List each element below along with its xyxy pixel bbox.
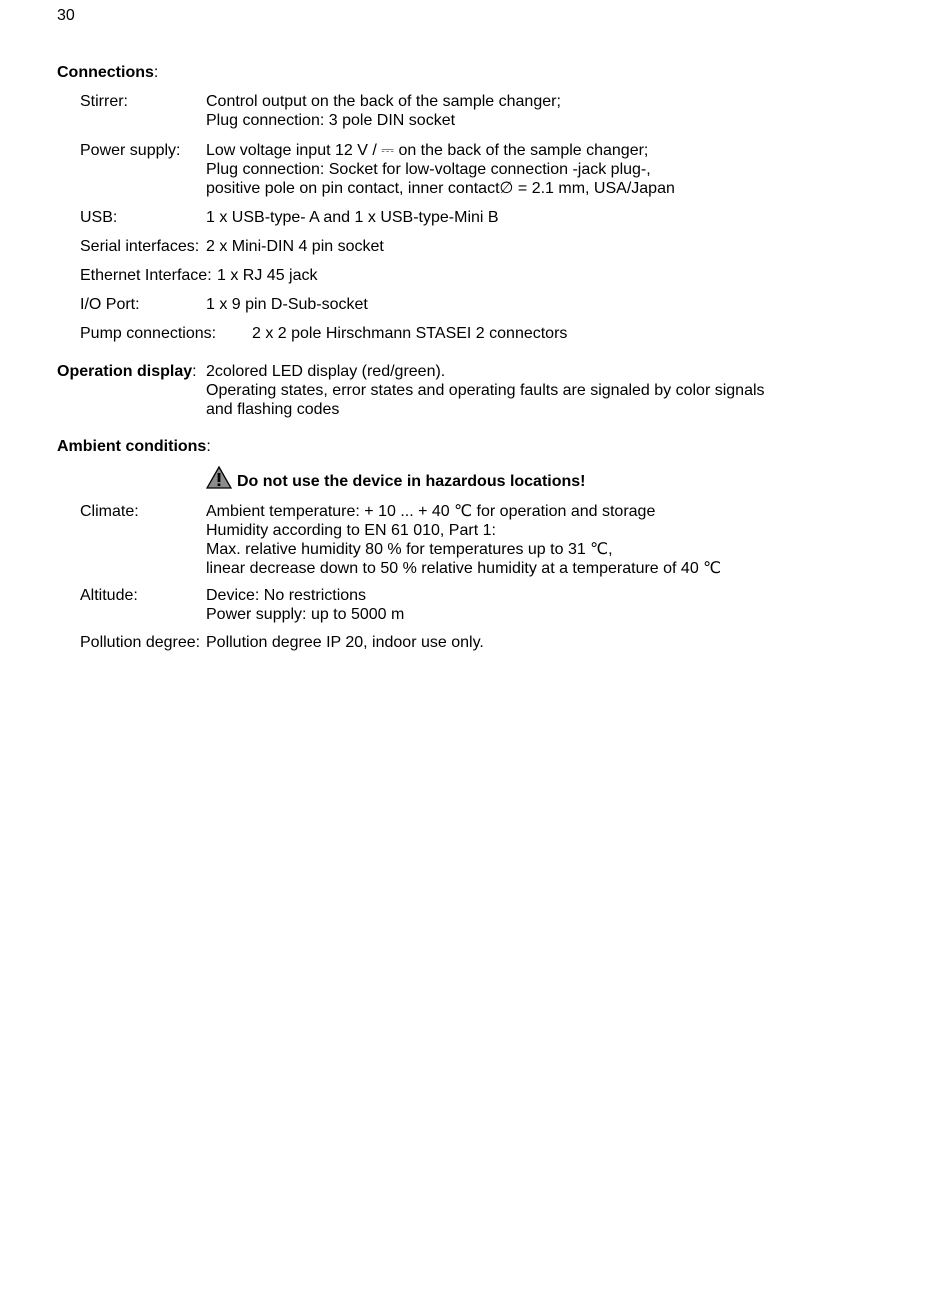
row-label: Stirrer:: [80, 93, 128, 110]
row-value: 1 x RJ 45 jack: [217, 267, 318, 284]
row-label: Pollution degree:: [80, 634, 201, 651]
row-value: Pollution degree IP 20, indoor use only.: [206, 634, 484, 651]
ambient-conditions-heading: Ambient conditions:: [57, 438, 211, 455]
operation-display-text: 2colored LED display (red/green). Operating states, error states and operating faults are signaled by color signals and flashing codes: [206, 363, 765, 418]
row-value: Ambient temperature: + 10 ... + 40 ℃ for operation and storage Humidity according to EN 61 010, Part 1: Max. relative humidity 80 % for temperatures up to 31 ℃, linear decrease down to 50 % relative humidity at a temperature of 40 ℃: [206, 503, 722, 577]
connections-heading: Connections:: [57, 64, 159, 81]
row-value: 2 x 2 pole Hirschmann STASEI 2 connectors: [252, 325, 568, 342]
row-value: Control output on the back of the sample changer; Plug connection: 3 pole DIN socket: [206, 93, 561, 129]
hazard-warning-text: Do not use the device in hazardous locations!: [237, 473, 586, 490]
row-value: Low voltage input 12 V / ⎓ on the back of the sample changer; Plug connection: Socket for low-voltage connection -jack plug-, positive pole on pin contact, inner contact∅ = 2.1 mm, USA/Japan: [206, 142, 675, 197]
row-label: Serial interfaces:: [80, 238, 200, 255]
warning-triangle-icon: [206, 466, 232, 489]
row-value: Device: No restrictions Power supply: up to 5000 m: [206, 587, 405, 623]
row-label: Pump connections:: [80, 325, 217, 342]
page-number: 30: [57, 7, 75, 24]
row-label: USB:: [80, 209, 118, 226]
row-label: Ethernet Interface:: [80, 267, 212, 284]
row-label: I/O Port:: [80, 296, 140, 313]
row-value: 1 x USB-type- A and 1 x USB-type-Mini B: [206, 209, 499, 226]
hazard-warning: [206, 466, 586, 489]
row-value: 1 x 9 pin D-Sub-socket: [206, 296, 368, 313]
row-label: Climate:: [80, 503, 139, 520]
row-value: 2 x Mini-DIN 4 pin socket: [206, 238, 384, 255]
operation-display-heading: Operation display:: [57, 363, 197, 380]
row-label: Altitude:: [80, 587, 138, 604]
row-label: Power supply:: [80, 142, 181, 159]
